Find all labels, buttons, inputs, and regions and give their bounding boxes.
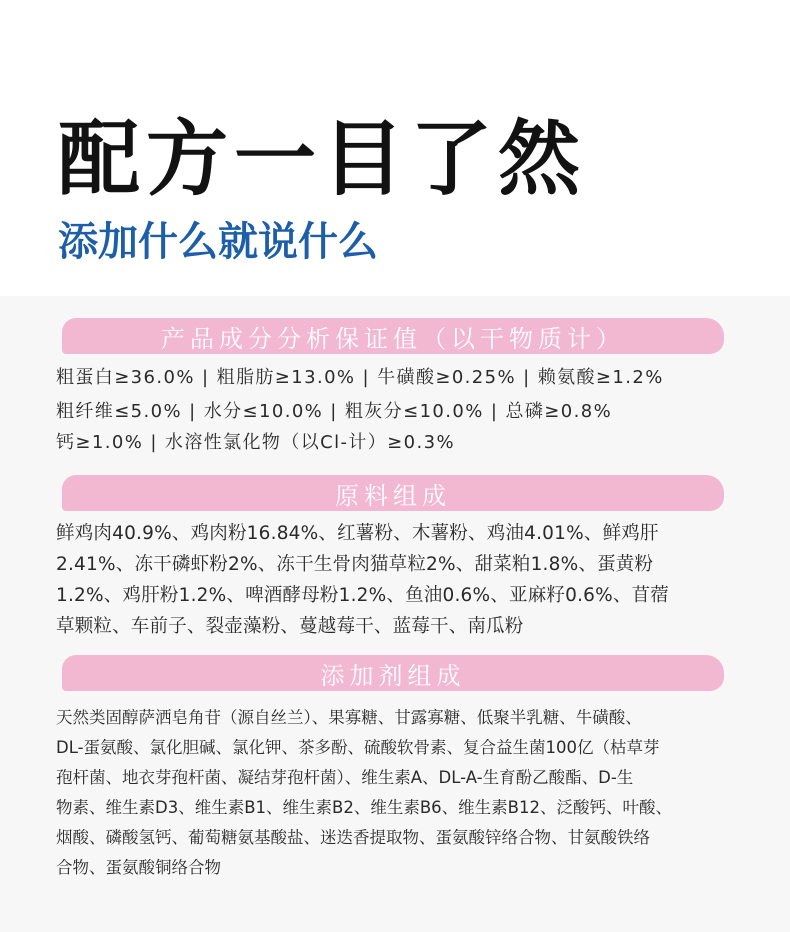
guaranteed-analysis-line: 钙≥1.0% | 水溶性氯化物（以Cl-计）≥0.3% [56, 432, 455, 453]
ingredients-heading: 原料组成 [62, 475, 724, 511]
ingredients-line: 草颗粒、车前子、裂壶藻粉、蔓越莓干、蓝莓干、南瓜粉 [56, 616, 524, 637]
ingredients-line: 鲜鸡肉40.9%、鸡肉粉16.84%、红薯粉、木薯粉、鸡油4.01%、鲜鸡肝 [56, 523, 659, 544]
guaranteed-analysis-line: 粗纤维≤5.0% | 水分≤10.0% | 粗灰分≤10.0% | 总磷≥0.8% [56, 401, 613, 422]
additives-line: 物素、维生素D3、维生素B1、维生素B2、维生素B6、维生素B12、泛酸钙、叶酸、 [56, 798, 672, 817]
additives-heading: 添加剂组成 [62, 655, 724, 691]
additives-line: 孢杆菌、地衣芽孢杆菌、凝结芽孢杆菌）、维生素A、DL-A-生育酚乙酸酯、D-生 [56, 768, 634, 787]
additives-line: 天然类固醇萨洒皂角苷（源自丝兰）、果寡糖、甘露寡糖、低聚半乳糖、牛磺酸、 [56, 708, 642, 727]
additives-line: 合物、蛋氨酸铜络合物 [56, 858, 221, 877]
additives-line: 烟酸、磷酸氢钙、葡萄糖氨基酸盐、迷迭香提取物、蛋氨酸锌络合物、甘氨酸铁络 [56, 828, 650, 847]
page-title: 配方一目了然 [58, 112, 587, 207]
guaranteed-analysis-line: 粗蛋白≥36.0% | 粗脂肪≥13.0% | 牛磺酸≥0.25% | 赖氨酸≥1.2% [56, 367, 664, 388]
guaranteed-analysis-heading: 产品成分分析保证值（以干物质计） [62, 318, 724, 354]
page-subtitle: 添加什么就说什么 [58, 219, 378, 265]
additives-line: DL-蛋氨酸、氯化胆碱、氯化钾、茶多酚、硫酸软骨素、复合益生菌100亿（枯草芽 [56, 738, 660, 757]
ingredients-line: 1.2%、鸡肝粉1.2%、啤酒酵母粉1.2%、鱼油0.6%、亚麻籽0.6%、苜蓿 [56, 585, 670, 606]
ingredients-line: 2.41%、冻干磷虾粉2%、冻干生骨肉猫草粒2%、甜菜粕1.8%、蛋黄粉 [56, 554, 654, 575]
